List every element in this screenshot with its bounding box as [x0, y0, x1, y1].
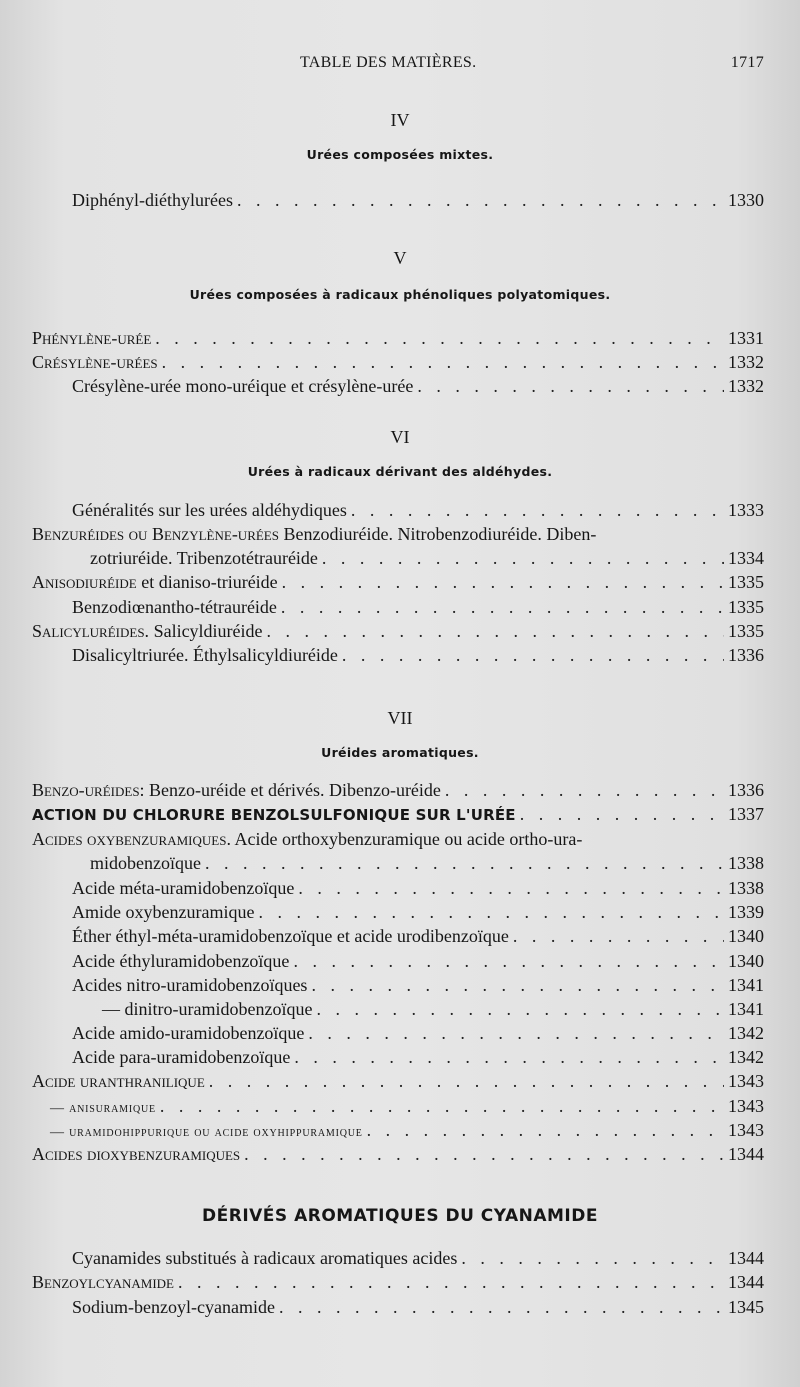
entry-page: 1339: [728, 902, 764, 922]
toc-entry: [72, 876, 764, 900]
entry-title: Benzo-uréides: [32, 780, 140, 800]
page-title: TABLE DES MATIÈRES.: [300, 54, 477, 71]
entry-title: Acide éthyluramidobenzoïque: [72, 951, 290, 971]
toc-entry: [72, 188, 764, 212]
section-number-iv: IV: [390, 110, 410, 130]
entry-title: Acide para-uramidobenzoïque: [72, 1047, 291, 1067]
toc-entry: [32, 827, 764, 851]
entry-title: Crésylène-urées: [32, 352, 158, 372]
entry-page: 1335: [728, 621, 764, 641]
entry-page: 1342: [728, 1023, 764, 1043]
entry-title: — uramidohippurique ou acide oxyhippuramique: [50, 1125, 363, 1140]
toc-entry: [72, 1295, 764, 1319]
entry-page: 1330: [728, 190, 764, 210]
toc-entry: [72, 1021, 764, 1045]
entry-page: 1341: [728, 975, 764, 995]
entry-subtitle: Acide orthoxybenzuramique ou acide ortho-ura-: [234, 829, 583, 849]
entry-title: Anisodiuréide: [32, 572, 137, 592]
entry-page: 1342: [728, 1047, 764, 1067]
entry-title: ACTION DU CHLORURE BENZOLSULFONIQUE SUR L'URÉE: [32, 806, 516, 824]
section-heading-vii: Uréides aromatiques.: [321, 745, 479, 760]
entry-title: zotriuréide. Tribenzotétrauréide: [90, 548, 318, 568]
toc-entry: [32, 570, 764, 594]
entry-title: Sodium-benzoyl-cyanamide: [72, 1297, 275, 1317]
entry-subtitle: et dianiso-triuréide: [141, 572, 278, 592]
toc-entry: [72, 949, 764, 973]
toc-entry: [32, 778, 764, 802]
entry-title: Cyanamides substitués à radicaux aromatiques acides: [72, 1248, 458, 1268]
toc-entry: [50, 1118, 764, 1142]
entry-page: 1332: [728, 376, 764, 396]
entry-title: Benzodiœnantho-tétrauréide: [72, 597, 277, 617]
page-number: 1717: [730, 54, 764, 71]
entry-title: — dinitro-uramidobenzoïque: [102, 999, 313, 1019]
entry-title: Acide uranthranilique: [32, 1071, 205, 1091]
entry-subtitle: : Benzo-uréide et dérivés. Dibenzo-uréide: [139, 780, 441, 800]
section-heading-cyanamide: DÉRIVÉS AROMATIQUES DU CYANAMIDE: [202, 1206, 598, 1226]
entry-page: 1335: [728, 597, 764, 617]
entry-title: Généralités sur les urées aldéhydiques: [72, 500, 347, 520]
entry-title: Salicyluréides.: [32, 621, 150, 641]
toc-entry: [32, 1069, 764, 1093]
entry-page: 1331: [728, 328, 764, 348]
toc-entry: [72, 900, 764, 924]
entry-page: 1343: [728, 1071, 764, 1091]
entry-title: midobenzoïque: [90, 853, 201, 873]
entry-title: Acides nitro-uramidobenzoïques: [72, 975, 308, 995]
toc-entry: [32, 619, 764, 643]
toc-entry: [50, 1094, 764, 1118]
entry-title: Disalicyltriurée. Éthylsalicyldiuréide: [72, 645, 338, 665]
entry-subtitle: Salicyldiuréide: [153, 621, 263, 641]
entry-title: — anisuramique: [50, 1101, 156, 1116]
entry-title: Éther éthyl-méta-uramidobenzoïque et acide urodibenzoïque: [72, 926, 509, 946]
entry-title: Phénylène-urée: [32, 328, 152, 348]
section-number-vi: VI: [390, 427, 410, 447]
section-heading-vi: Urées à radicaux dérivant des aldéhydes.: [247, 464, 553, 479]
toc-entry: [72, 643, 764, 667]
toc-entry: [32, 326, 764, 350]
entry-page: 1336: [728, 780, 764, 800]
toc-entry: [72, 498, 764, 522]
entry-title: Acide amido-uramidobenzoïque: [72, 1023, 305, 1043]
toc-entry-continuation: [90, 851, 764, 875]
toc-entry: [72, 595, 764, 619]
toc-entry: [72, 374, 764, 398]
section-heading-iv: Urées composées mixtes.: [306, 147, 494, 162]
running-header: [300, 54, 764, 80]
entry-page: 1337: [728, 804, 764, 824]
entry-page: 1332: [728, 352, 764, 372]
entry-page: 1336: [728, 645, 764, 665]
entry-page: 1343: [728, 1120, 764, 1140]
entry-page: 1340: [728, 951, 764, 971]
entry-page: 1344: [728, 1144, 764, 1164]
entry-page: 1344: [728, 1272, 764, 1292]
entry-title: Crésylène-urée mono-uréique et crésylène-urée: [72, 376, 414, 396]
toc-entry: [32, 1142, 764, 1166]
toc-entry: [32, 802, 764, 826]
entry-title: Acides oxybenzuramiques.: [32, 829, 231, 849]
entry-page: 1343: [728, 1096, 764, 1116]
toc-entry: [72, 924, 764, 948]
toc-entry: [32, 350, 764, 374]
entry-page: 1333: [728, 500, 764, 520]
toc-entry: [32, 1270, 764, 1294]
entry-page: 1338: [728, 853, 764, 873]
entry-page: 1334: [728, 548, 764, 568]
entry-title: Benzuréides ou Benzylène-urées: [32, 524, 279, 544]
entry-page: 1345: [728, 1297, 764, 1317]
entry-page: 1344: [728, 1248, 764, 1268]
entry-title: Acides dioxybenzuramiques: [32, 1144, 241, 1164]
entry-page: 1341: [728, 999, 764, 1019]
section-heading-v: Urées composées à radicaux phénoliques polyatomiques.: [189, 287, 611, 302]
toc-entry: [72, 973, 764, 997]
entry-page: 1335: [728, 572, 764, 592]
toc-entry-continuation: [90, 546, 764, 570]
toc-entry: [32, 522, 764, 546]
toc-entry: [102, 997, 764, 1021]
entry-title: Amide oxybenzuramique: [72, 902, 255, 922]
entry-page: 1340: [728, 926, 764, 946]
entry-title: Benzoylcyanamide: [32, 1272, 174, 1292]
entry-title: Acide méta-uramidobenzoïque: [72, 878, 295, 898]
section-number-vii: VII: [387, 708, 413, 728]
section-number-v: V: [393, 248, 407, 268]
toc-entry: [72, 1246, 764, 1270]
toc-entry: [72, 1045, 764, 1069]
entry-subtitle: Benzodiuréide. Nitrobenzodiuréide. Diben-: [283, 524, 597, 544]
entry-title: Diphényl-diéthylurées: [72, 190, 233, 210]
entry-page: 1338: [728, 878, 764, 898]
